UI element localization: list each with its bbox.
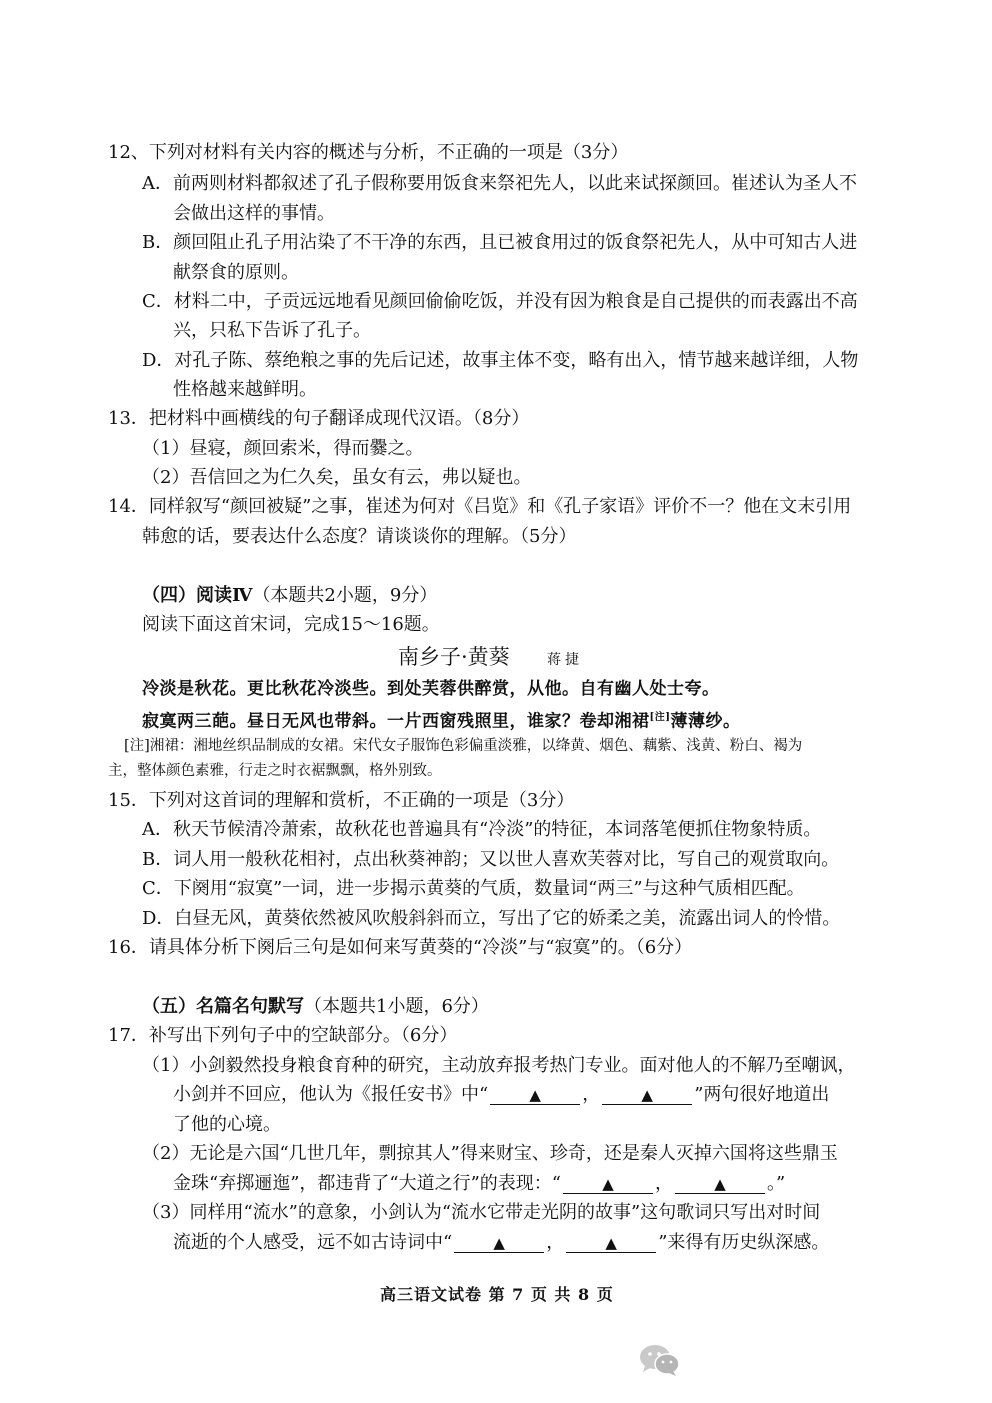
q17-part3-text-end: ”来得有历史纵深感。	[658, 1232, 830, 1253]
answer-blank[interactable]	[675, 1175, 765, 1194]
q17-part3-text: 流逝的个人感受，远不如古诗词中“	[173, 1232, 453, 1253]
q12-option-d-cont: 性格越来越鲜明。	[173, 379, 317, 400]
poem-title: 南乡子·黄葵	[398, 645, 510, 669]
section4-intro: 阅读下面这首宋词，完成15～16题。	[142, 614, 440, 635]
blank-marker: ▲	[529, 1086, 541, 1104]
poem-line-2	[142, 707, 740, 733]
blank-marker: ▲	[602, 1175, 614, 1193]
q17-part2: （2）无论是六国“几世几年，剽掠其人”得来财宝、珍奇，还是秦人灭掉六国将这些鼎玉	[142, 1143, 838, 1164]
q12-option-a-cont: 会做出这样的事情。	[173, 203, 335, 224]
q15-option-a: A．秋天节候清冷萧索，故秋花也普遍具有“冷淡”的特征，本词落笔便抓住物象特质。	[142, 819, 822, 840]
answer-blank[interactable]	[490, 1086, 580, 1105]
q12-option-c-cont: 兴，只私下告诉了孔子。	[173, 320, 371, 341]
poem-note: [注]湘裙：湘地丝织品制成的女裙。宋代女子服饰色彩偏重淡雅，以绛黄、烟色、藕紫、浅黄、粉白、褐为	[124, 738, 803, 754]
q17-part3-blanks	[173, 1232, 829, 1254]
q17-separator: ，	[582, 1084, 601, 1105]
answer-blank[interactable]	[566, 1234, 656, 1253]
blank-marker: ▲	[714, 1175, 726, 1193]
q17-part1-text: 小剑并不回应，他认为《报任安书》中“	[173, 1084, 489, 1105]
poem-note-marker: [注]	[649, 712, 671, 723]
q15-option-d: D．白昼无风，黄葵依然被风吹般斜斜而立，写出了它的娇柔之美，流露出词人的怜惜。	[142, 908, 841, 929]
q15-option-b: B．词人用一般秋花相衬，点出秋葵神韵；又以世人喜欢芙蓉对比，写自己的观赏取向。	[142, 849, 840, 870]
q17-part2-blanks	[173, 1173, 785, 1195]
q17-part1-text-end: ”两句很好地道出	[694, 1084, 830, 1105]
q14-stem-cont: 韩愈的话，要表达什么态度？请谈谈你的理解。（5分）	[142, 526, 577, 547]
q13-sentence-1: （1）昼寝，颜回索米，得而爨之。	[142, 438, 424, 459]
answer-blank[interactable]	[602, 1086, 692, 1105]
answer-blank[interactable]	[454, 1234, 544, 1253]
q12-option-d: D．对孔子陈、蔡绝粮之事的先后记述，故事主体不变，略有出入，情节越来越详细，人物	[142, 350, 859, 371]
page-footer: 高三语文试卷 第 7 页 共 8 页	[380, 1285, 614, 1304]
q15-stem: 15．下列对这首词的理解和赏析，不正确的一项是（3分）	[108, 790, 575, 811]
q14-stem: 14．同样叙写“颜回被疑”之事，崔述为何对《吕览》和《孔子家语》评价不一？他在文末引用	[108, 496, 852, 517]
answer-blank[interactable]	[563, 1175, 653, 1194]
q17-part1: （1）小剑毅然投身粮食育种的研究，主动放弃报考热门专业。面对他人的不解乃至嘲讽，	[142, 1055, 856, 1076]
section4-heading	[142, 585, 437, 607]
blank-marker: ▲	[605, 1234, 617, 1252]
section5-heading	[142, 996, 489, 1018]
q12-option-b: B．颜回阻止孔子用沾染了不干净的东西，且已被食用过的饭食祭祀先人，从中可知古人进	[142, 232, 858, 253]
poem-author: 蒋捷	[547, 652, 583, 668]
section4-heading-rest: （本题共2小题，9分）	[252, 585, 438, 606]
section5-heading-bold: （五）名篇名句默写	[142, 996, 304, 1017]
q17-part1-cont: 了他的心境。	[173, 1114, 281, 1135]
poem-line-1: 冷淡是秋花。更比秋花冷淡些。到处芙蓉供醉赏，从他。自有幽人处士夸。	[142, 679, 720, 699]
q12-stem: 12、下列对材料有关内容的概述与分析，不正确的一项是（3分）	[108, 142, 629, 163]
blank-marker: ▲	[641, 1086, 653, 1104]
q16-stem: 16．请具体分析下阕后三句是如何来写黄葵的“冷淡”与“寂寞”的。（6分）	[108, 937, 693, 958]
q17-part2-text: 金珠“弃掷逦迤”，都违背了“大道之行”的表现：“	[173, 1173, 562, 1194]
blank-marker: ▲	[493, 1234, 505, 1252]
q12-option-b-cont: 献祭食的原则。	[173, 262, 299, 283]
poem-line-2-end: 薄薄纱。	[670, 711, 741, 732]
poem-line-2-text: 寂寞两三葩。昼日无风也带斜。一片西窗残照里，谁家？卷却湘裙	[142, 711, 650, 732]
q17-stem: 17．补写出下列句子中的空缺部分。（6分）	[108, 1025, 458, 1046]
q17-part2-text-end: 。”	[767, 1173, 786, 1194]
q17-separator: ，	[546, 1232, 565, 1253]
q17-separator: ，	[655, 1173, 674, 1194]
section5-heading-rest: （本题共1小题，6分）	[304, 996, 489, 1017]
q13-stem: 13．把材料中画横线的句子翻译成现代汉语。（8分）	[108, 408, 530, 429]
q17-part3: （3）同样用“流水”的意象，小剑认为“流水它带走光阴的故事”这句歌词只写出对时间	[142, 1202, 821, 1223]
wechat-icon	[636, 1340, 684, 1380]
section4-heading-bold: （四）阅读Ⅳ	[142, 585, 253, 606]
q17-part1-blanks	[173, 1084, 829, 1106]
q12-option-c: C．材料二中，子贡远远地看见颜回偷偷吃饭，并没有因为粮食是自己提供的而表露出不高	[142, 291, 858, 312]
q13-sentence-2: （2）吾信回之为仁久矣，虽女有云，弗以疑也。	[142, 467, 532, 488]
q12-option-a: A．前两则材料都叙述了孔子假称要用饭食来祭祀先人，以此来试探颜回。崔述认为圣人不	[142, 173, 857, 194]
q15-option-c: C．下阕用“寂寞”一词，进一步揭示黄葵的气质，数量词“两三”与这种气质相匹配。	[142, 878, 805, 899]
poem-note-cont: 主，整体颜色素雅，行走之时衣裾飘飘，格外别致。	[108, 763, 442, 779]
